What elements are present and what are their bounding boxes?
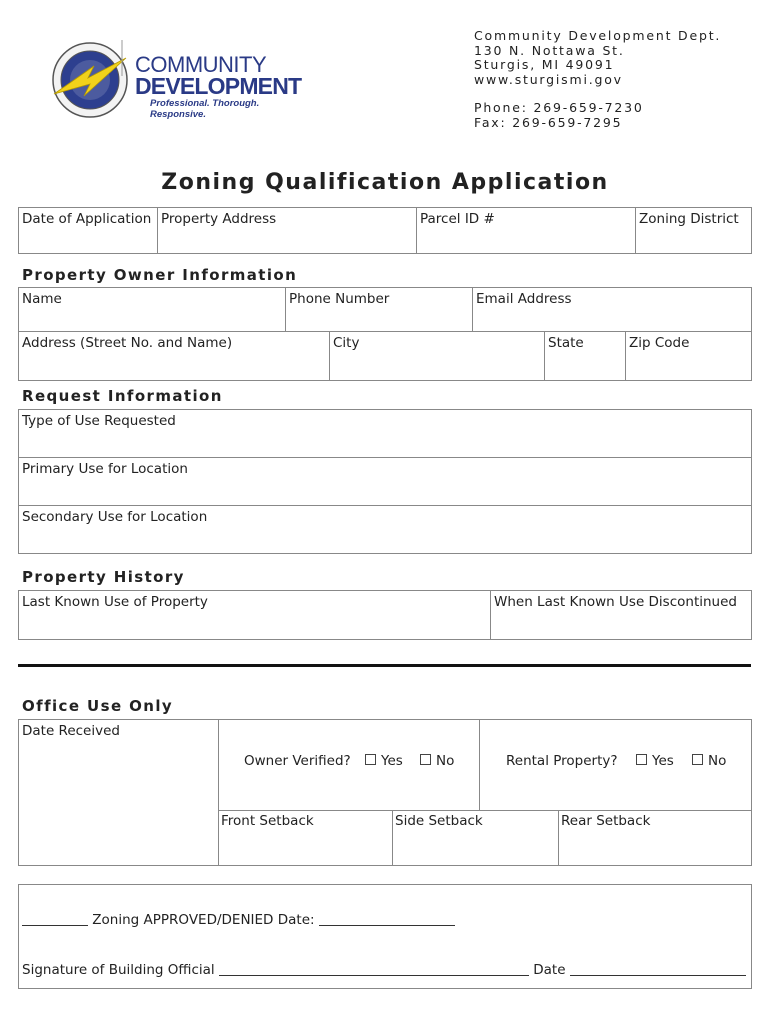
zoning-approval-label: Zoning APPROVED/DENIED Date:: [92, 912, 315, 928]
owner-name-label: Name: [22, 291, 62, 307]
owner-verified-yes-checkbox[interactable]: [365, 754, 376, 765]
rear-setback-field[interactable]: [558, 810, 751, 866]
owner-city-label: City: [333, 335, 360, 351]
owner-verified-no-option[interactable]: [420, 753, 454, 769]
contact-fax: Fax: 269-659-7295: [474, 114, 623, 130]
secondary-use-label: Secondary Use for Location: [22, 509, 208, 525]
date-of-application-field[interactable]: [18, 207, 158, 254]
owner-phone-label: Phone Number: [289, 291, 390, 307]
owner-state-label: State: [548, 335, 584, 351]
signature-date-label: Date: [533, 962, 566, 978]
rental-yes-checkbox[interactable]: [636, 754, 647, 765]
rear-setback-label: Rear Setback: [561, 813, 651, 829]
logo-word-community: COMMUNITY: [135, 52, 267, 77]
owner-verified-label: Owner Verified?: [244, 753, 351, 769]
rental-no-option[interactable]: [692, 753, 726, 769]
owner-street-label: Address (Street No. and Name): [22, 335, 233, 351]
use-discontinued-label: When Last Known Use Discontinued: [494, 594, 737, 610]
section-divider: [18, 664, 751, 667]
logo-seal-icon: [48, 36, 132, 120]
owner-name-field[interactable]: [18, 287, 286, 332]
owner-verified-yes-label: Yes: [381, 753, 403, 769]
logo-word-development: DEVELOPMENT: [135, 73, 302, 99]
owner-email-field[interactable]: [472, 287, 752, 332]
page-title: Zoning Qualification Application: [161, 170, 609, 195]
property-address-field[interactable]: [157, 207, 417, 254]
use-discontinued-field[interactable]: [490, 590, 752, 640]
last-known-use-field[interactable]: [18, 590, 491, 640]
rental-no-checkbox[interactable]: [692, 754, 703, 765]
rental-no-label: No: [708, 753, 727, 769]
verification-area: [479, 719, 480, 811]
owner-phone-field[interactable]: [285, 287, 473, 332]
date-received-field[interactable]: [18, 719, 219, 866]
logo: [48, 36, 310, 122]
owner-zip-label: Zip Code: [629, 335, 690, 351]
contact-street: 130 N. Nottawa St.: [474, 42, 625, 58]
approval-date-blank[interactable]: [319, 913, 455, 926]
front-setback-field[interactable]: [218, 810, 393, 866]
owner-state-field[interactable]: [544, 331, 626, 381]
owner-email-label: Email Address: [476, 291, 572, 307]
zoning-district-field[interactable]: [635, 207, 752, 254]
side-setback-field[interactable]: [392, 810, 559, 866]
contact-phone: Phone: 269-659-7230: [474, 100, 644, 115]
signature-label: Signature of Building Official: [22, 962, 215, 978]
property-address-label: Property Address: [161, 211, 277, 227]
contact-web[interactable]: www.sturgismi.gov: [474, 71, 623, 87]
secondary-use-field[interactable]: [18, 505, 752, 554]
signature-date-blank[interactable]: [570, 963, 746, 976]
office-section-heading: Office Use Only: [22, 697, 174, 715]
logo-tagline: Professional. Thorough. Responsive.: [150, 98, 260, 120]
date-received-label: Date Received: [22, 723, 120, 739]
signature-line[interactable]: [22, 962, 746, 978]
parcel-id-label: Parcel ID #: [420, 211, 495, 227]
front-setback-label: Front Setback: [221, 813, 314, 829]
owner-verified-no-checkbox[interactable]: [420, 754, 431, 765]
owner-city-field[interactable]: [329, 331, 545, 381]
last-known-use-label: Last Known Use of Property: [22, 594, 208, 610]
parcel-id-field[interactable]: [416, 207, 636, 254]
owner-street-field[interactable]: [18, 331, 330, 381]
owner-section-heading: Property Owner Information: [22, 266, 298, 284]
primary-use-label: Primary Use for Location: [22, 461, 188, 477]
contact-dept: Community Development Dept.: [474, 28, 722, 43]
request-section-heading: Request Information: [22, 387, 223, 405]
zoning-approval-line[interactable]: [22, 912, 455, 928]
rental-property-label: Rental Property?: [506, 753, 618, 769]
contact-city: Sturgis, MI 49091: [474, 57, 615, 72]
type-of-use-field[interactable]: [18, 409, 752, 458]
side-setback-label: Side Setback: [395, 813, 483, 829]
owner-verified-yes-option[interactable]: [365, 753, 403, 769]
type-of-use-label: Type of Use Requested: [22, 413, 176, 429]
zoning-district-label: Zoning District: [639, 211, 739, 227]
date-of-application-label: Date of Application: [22, 211, 152, 227]
signature-blank[interactable]: [219, 963, 529, 976]
history-section-heading: Property History: [22, 568, 185, 586]
approval-status-blank[interactable]: [22, 913, 88, 926]
rental-yes-option[interactable]: [636, 753, 674, 769]
rental-yes-label: Yes: [652, 753, 674, 769]
primary-use-field[interactable]: [18, 457, 752, 506]
owner-verified-no-label: No: [436, 753, 455, 769]
owner-zip-field[interactable]: [625, 331, 752, 381]
